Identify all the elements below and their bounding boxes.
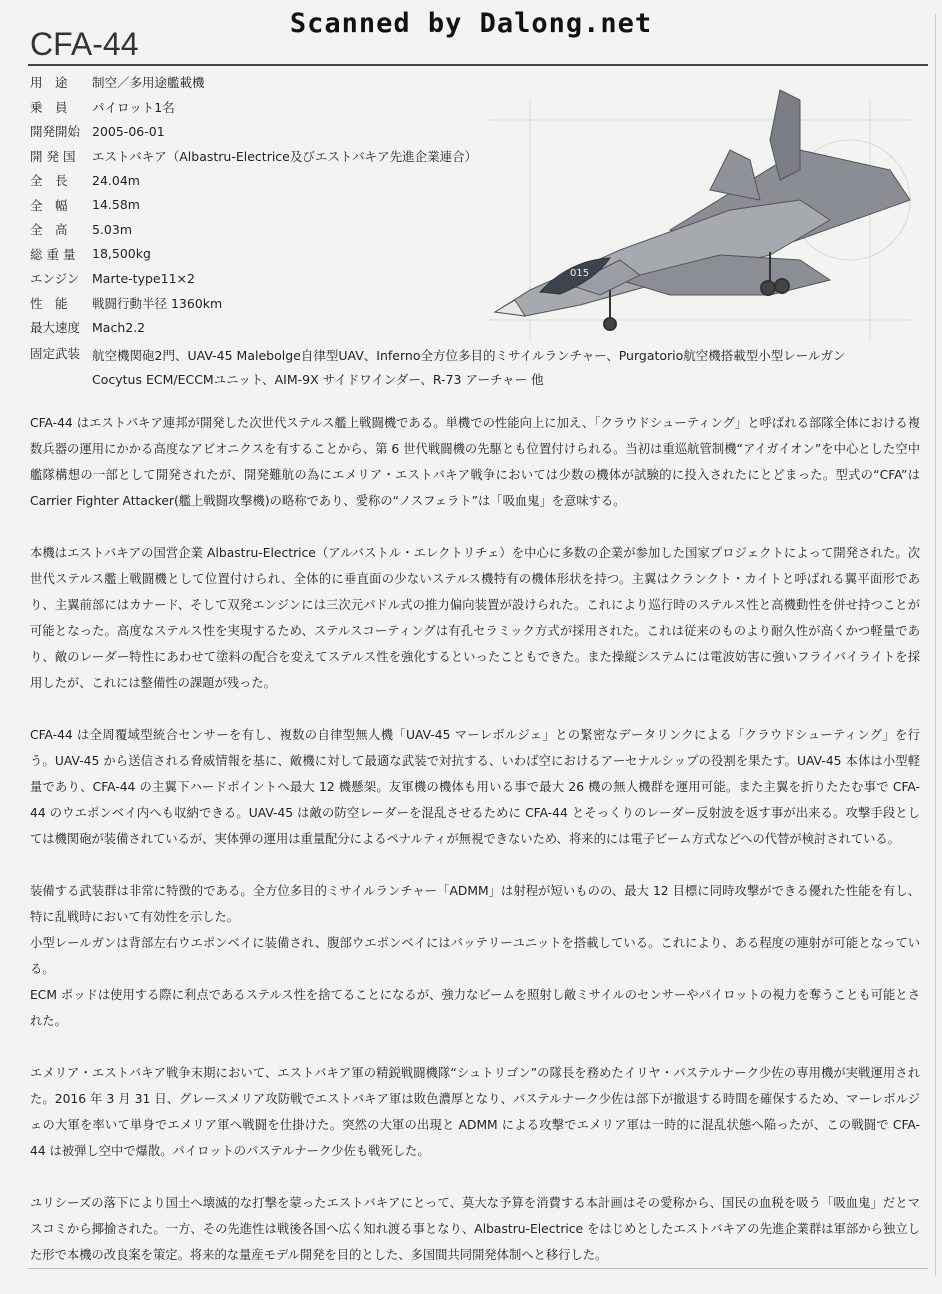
paragraph-uav: CFA-44 は全周覆域型統合センサーを有し、複数の自律型無人機「UAV-45 マーレボルジェ」との緊密なデータリンクによる「クラウドシューティング」を行う。UAV-45 から送信される脅威情報を基に、敵機に対して最適な武装で対抗する、いわば空におけるアーセナルシップの役割を果たす。UAV-45 本体は小型軽量であり、CFA-44 の主翼下ハードポイントへ最大 12 機懸架。友軍機の機体も用いる事で最大 26 機の無人機群を運用可能。また主翼を折りたたむ事で CFA-44 のウエポンベイ内へも収納できる。UAV-45 は敵の防空レーダーを混乱させるために CFA-44 とそっくりのレーダー反射波を返す事が出来る。攻撃手段としては機関砲が装備されているが、実体弾の運用は重量配分によるペナルティが無視できないため、将来的には電子ビーム方式などへの代替が検討されている。 xyxy=(30,728,920,846)
spec-label: 全 幅 xyxy=(30,197,68,213)
paragraph-combat-history: エメリア・エストバキア戦争末期において、エストバキア軍の精鋭戦闘機隊“シュトリゴン”の隊長を務めたイリヤ・パステルナーク少佐の専用機が実戦運用された。2016 年 3 月 31 日、グレースメリア攻防戦でエストバキア軍は敗色濃厚となり、パステルナーク少佐は部下が撤退する時間を確保するため、マーレボルジェの大軍を率いて単身でエメリア軍へ戦闘を仕掛けた。突然の大軍の出現と ADMM による攻撃でエメリア軍は一時的に混乱状態へ陥ったが、この戦闘で CFA-44 は被弾し空中で爆散。パイロットのパステルナーク少佐も戦死した。 xyxy=(30,1066,920,1158)
armament-line-1: 航空機関砲2門、UAV-45 Malebolge自律型UAV、Inferno全方位多目的ミサイルランチャー、Purgatorio航空機搭載型小型レールガン xyxy=(92,347,846,363)
spec-value: 5.03m xyxy=(92,221,133,237)
page-title: CFA-44 xyxy=(30,26,139,62)
spec-label: 性 能 xyxy=(30,295,68,311)
paragraph-weapons: 装備する武装群は非常に特徴的である。全方位多目的ミサイルランチャー「ADMM」は射程が短いものの、最大 12 目標に同時攻撃ができる優れた性能を有し、特に乱戦時において有効性を示した。 小型レールガンは背部左右ウエポンベイに装備され、腹部ウエポンベイにはバッテリーユニットを搭載している。これにより、ある程度の連射が可能となっている。 ECM ポッドは使用する際に利点であるステルス性を捨てることになるが、強力なビームを照射し敵ミサイルのセンサーやパイロットの視力を奪うことも可能とされた。 xyxy=(30,884,920,1028)
spec-label: 用 途 xyxy=(30,75,68,91)
spec-value: 24.04m xyxy=(92,172,140,188)
spec-label: 全 高 xyxy=(30,222,68,238)
paragraph-development: 本機はエストバキアの国営企業 Albastru-Electrice（アルバストル・エレクトリチェ）を中心に多数の企業が参加した国家プロジェクトによって開発された。次世代ステルス艦上戦闘機として位置付けられ、全体的に垂直面の少ないステルス機特有の機体形状を持つ。主翼はクランクト・カイトと呼ばれる翼平面形であり、主翼前部にはカナード、そして双発エンジンには三次元パドル式の推力偏向装置が設けられた。これにより巡行時のステルス性と高機動性を併せ持つことが可能となった。高度なステルス性を実現するため、ステルスコーティングは有孔セラミック方式が採用された。これは従来のものより耐久性が高くかつ軽量であり、敵のレーダー特性にあわせて塗料の配合を変えてステルス性を強化するといったこともできた。また操縦システムには電波妨害に強いフライバイライトを採用したが、これには整備性の課題が残った。 xyxy=(30,546,920,690)
spec-value: パイロット1名 xyxy=(92,99,175,115)
spec-label: 開 発 国 xyxy=(30,148,76,164)
spec-label: 固定武装 xyxy=(30,345,81,361)
spec-label: エンジン xyxy=(30,271,80,287)
spec-value: Marte-type11×2 xyxy=(92,270,195,286)
article-body xyxy=(30,410,920,1294)
spec-label: 最大速度 xyxy=(30,320,81,336)
spec-label: 全 長 xyxy=(30,173,68,189)
title-divider xyxy=(28,64,928,66)
spec-value: 制空／多用途艦載機 xyxy=(92,75,205,91)
paragraph-aftermath: ユリシーズの落下により国土へ壊滅的な打撃を蒙ったエストバキアにとって、莫大な予算を消費する本計画はその愛称から、国民の血税を吸う「吸血鬼」だとマスコミから揶揄された。一方、その先進性は戦後各国へ広く知れ渡る事となり、Albastru-Electrice をはじめとしたエストバキアの先進企業群は軍部から独立した形で本機の改良案を策定。将来的な量産モデル開発を目的とした、多国間共同開発体制へと移行した。 xyxy=(30,1196,920,1262)
spec-label: 総 重 量 xyxy=(30,246,76,262)
spec-value: エストバキア（Albastru-Electrice及びエストバキア先進企業連合） xyxy=(92,148,478,164)
bottom-divider xyxy=(28,1268,928,1269)
fighter-jet-icon xyxy=(470,80,930,350)
watermark: Scanned by Dalong.net xyxy=(289,8,653,39)
tail-number: 015 xyxy=(570,268,590,279)
spec-value: 戦闘行動半径 1360km xyxy=(92,295,223,311)
spec-value: 14.58m xyxy=(92,197,140,213)
spec-value: 18,500kg xyxy=(92,246,151,262)
armament-line-2: Cocytus ECM/ECCMユニット、AIM-9X サイドワインダー、R-73 アーチャー 他 xyxy=(92,371,544,387)
spec-label: 乗 員 xyxy=(30,99,68,115)
paragraph-overview: CFA-44 はエストバキア連邦が開発した次世代ステルス艦上戦闘機である。単機での性能向上に加え、「クラウドシューティング」と呼ばれる部隊全体における複数兵器の運用にかかる高度なアビオニクスを有することから、第 6 世代戦闘機の先駆とも位置付けられる。当初は重巡航管制機“アイガイオン”を中心とした空中艦隊構想の一部として開発されたが、開発難航の為にエメリア・エストバキア戦争においては少数の機体が試験的に投入されたにとどまった。型式の“CFA”は Carrier Fighter Attacker(艦上戦闘攻撃機)の略称であり、愛称の“ノスフェラト”は「吸血鬼」を意味する。 xyxy=(30,416,920,508)
spec-value: 2005-06-01 xyxy=(92,123,165,139)
spec-value: Mach2.2 xyxy=(92,319,146,335)
spec-label: 開発開始 xyxy=(30,124,81,140)
armament-lines xyxy=(92,344,846,392)
